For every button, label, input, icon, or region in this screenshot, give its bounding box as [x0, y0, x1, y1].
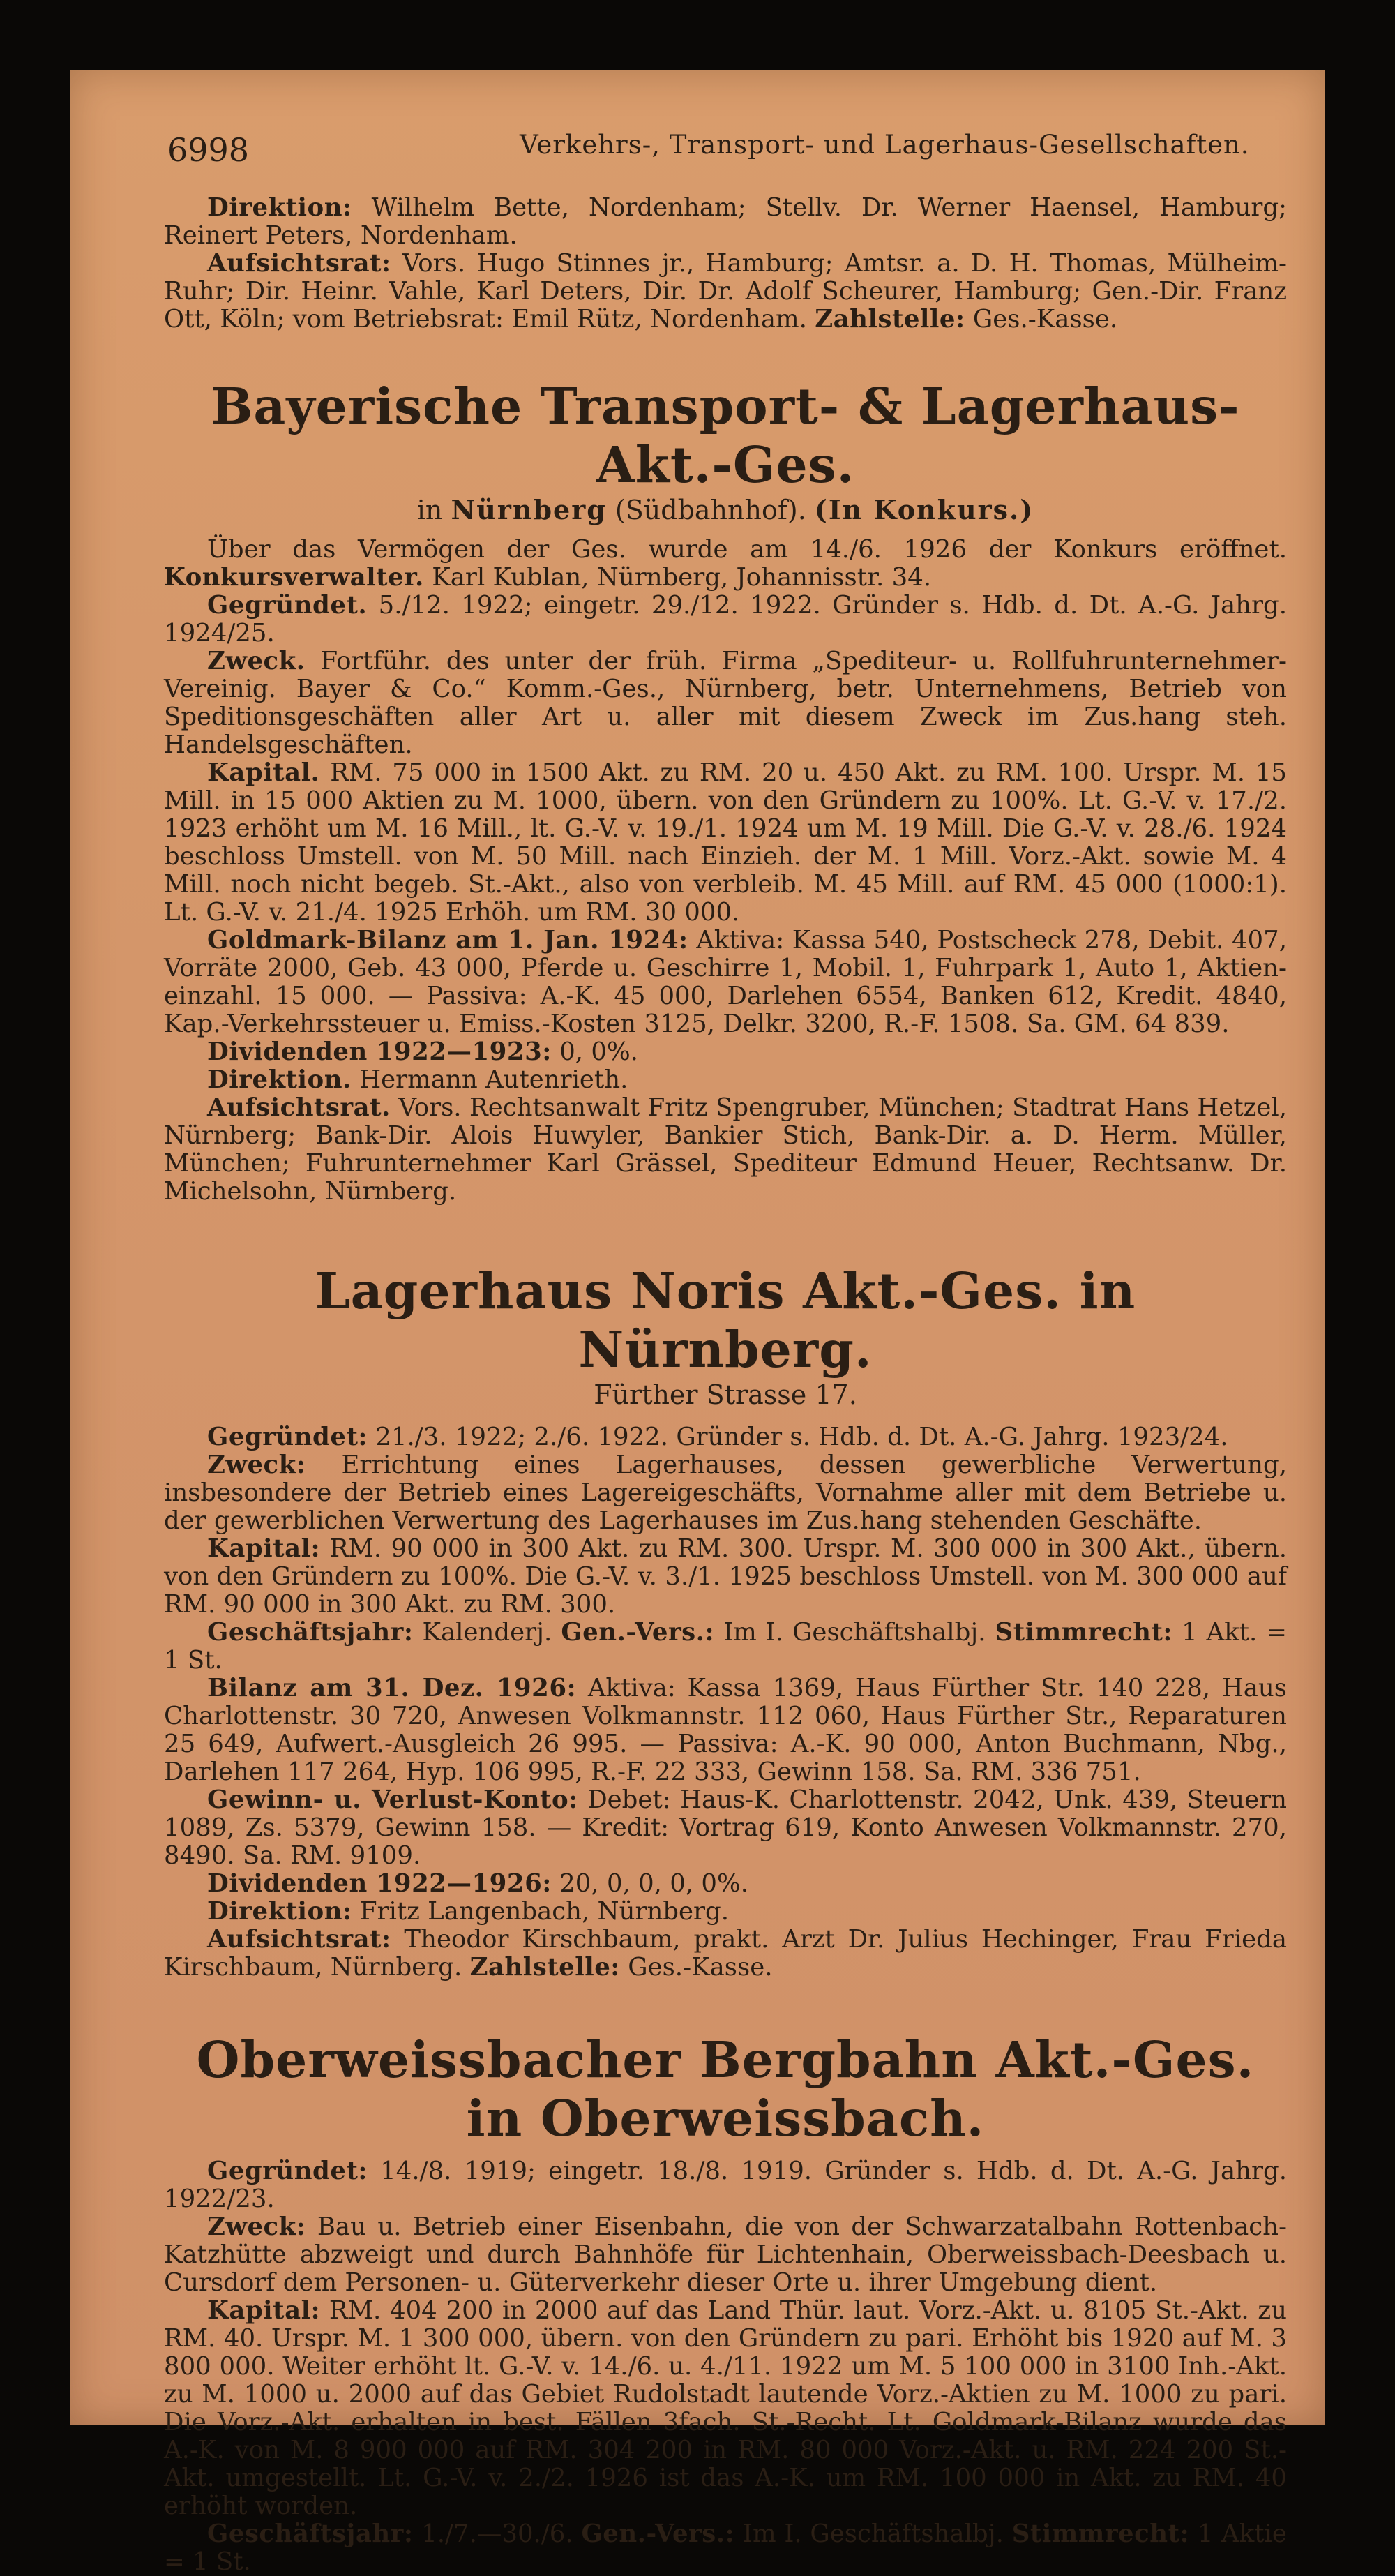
- text-kapital: RM. 404 200 in 2000 auf das Land Thür. laut. Vorz.-Akt. u. 8105 St.-Akt. zu RM. 40. Urspr. M. 1 300 000, übern. von den Gründern zu pari. Erhöht bis 1920 auf M. 3 800 000. Weiter erhöht lt. G.-V. v. 14./6. u. 4./11. 1922 um M. 5 100 000 in 3100 Inh.-Akt. zu M. 1000 u. 2000 auf das Gebiet Rudolstadt lautende Vorz.-Aktien zu M. 1000 zu pari. Die Vorz.-Akt. erhalten in best. Fällen 3fach. St.-Recht. Lt. Goldmark-Bilanz wurde das A.-K. von M. 8 900 000 auf RM. 304 200 in RM. 80 000 Vorz.-Akt. u. RM. 224 200 St.-Akt. umgestellt. Lt. G.-V. v. 2./2. 1926 ist das A.-K. um RM. 100 000 in Akt. zu RM. 40 erhöht worden.: [164, 2296, 1287, 2520]
- text-geschaeftsjahr: Kalenderj.: [422, 1618, 552, 1647]
- paragraph-aufsichtsrat: [164, 250, 1287, 334]
- label-zweck: Zweck:: [207, 1451, 306, 1479]
- paragraph-direktion: [164, 194, 1287, 250]
- paragraph-dividenden: [164, 1038, 1287, 1066]
- paragraph-geschaeftsjahr: [164, 2520, 1287, 2576]
- text-aufsichtsrat: Vors. Hugo Stinnes jr., Hamburg; Amtsr. a. D. H. Thomas, Mülheim-Ruhr; Dir. Heinr. Vahle, Karl Deters, Dir. Dr. Adolf Scheurer, Hamburg; Gen.-Dir. Franz Ott, Köln; vom Betriebsrat: Emil Rütz, Nordenham.: [164, 249, 1287, 334]
- label-direktion: Direktion:: [207, 193, 352, 222]
- subtitle-rest: (Südbahnhof).: [614, 495, 806, 525]
- paragraph-zweck: [164, 647, 1287, 759]
- label-aufsichtsrat: Aufsichtsrat.: [207, 1093, 391, 1122]
- paragraph-dividenden: [164, 1870, 1287, 1898]
- text-genvers: Im I. Geschäftshalbj.: [742, 2519, 1004, 2548]
- paragraph-zweck: [164, 1451, 1287, 1535]
- scanned-page: [70, 70, 1325, 2576]
- label-stimmrecht: Stimmrecht:: [995, 1618, 1172, 1647]
- paragraph-gegruendet: [164, 2157, 1287, 2213]
- text-gegruendet: 14./8. 1919; eingetr. 18./8. 1919. Gründer s. Hdb. d. Dt. A.-G. Jahrg. 1922/23.: [164, 2157, 1287, 2213]
- label-stimmrecht: Stimmrecht:: [1011, 2519, 1190, 2548]
- running-title: Verkehrs-, Transport- und Lagerhaus-Gesellschaften.: [520, 130, 1250, 160]
- text-zweck: Fortführ. des unter der früh. Firma „Spediteur- u. Rollfuhrunternehmer-Vereinig. Bayer & Co.“ Komm.-Ges., Nürnberg, betr. Unternehmens, Betrieb von Speditionsgeschäften aller Art u. aller mit diesem Zweck im Zus.hang steh. Handelsgeschäften.: [164, 647, 1287, 759]
- text-zweck: Bau u. Betrieb einer Eisenbahn, die von der Schwarzatalbahn Rottenbach-Katzhütte abzweigt und durch Bahnhöfe für Lichtenhain, Oberweissbach-Deesbach u. Cursdorf dem Personen- u. Güterverkehr dieser Orte u. ihrer Umgebung dient.: [164, 2212, 1287, 2297]
- label-genvers: Gen.-Vers.:: [581, 2519, 735, 2548]
- text-zahlstelle: Ges.-Kasse.: [972, 305, 1118, 334]
- label-direktion: Direktion:: [207, 1897, 352, 1926]
- page-header: [164, 117, 1287, 194]
- label-bilanz: Bilanz am 31. Dez. 1926:: [207, 1674, 577, 1702]
- text-dividenden: 0, 0%.: [559, 1038, 638, 1066]
- label-aufsichtsrat: Aufsichtsrat:: [207, 249, 391, 278]
- label-gegruendet: Gegründet:: [207, 1423, 368, 1451]
- label-gegruendet: Gegründet:: [207, 2157, 368, 2185]
- paragraph-kapital: [164, 1535, 1287, 1619]
- paragraph-direktion: [164, 1066, 1287, 1094]
- label-aufsichtsrat: Aufsichtsrat:: [207, 1925, 391, 1954]
- company-entry: [164, 2030, 1287, 2576]
- company-entry: [164, 377, 1287, 1206]
- text-gegruendet: 21./3. 1922; 2./6. 1922. Gründer s. Hdb. d. Dt. A.-G. Jahrg. 1923/24.: [375, 1423, 1228, 1451]
- text-direktion: Fritz Langenbach, Nürnberg.: [359, 1897, 730, 1926]
- company-title: Lagerhaus Noris Akt.-Ges. in Nürnberg.: [315, 1261, 1136, 1379]
- text-bilanz: Aktiva: Kassa 540, Postscheck 278, Debit. 407, Vorräte 2000, Geb. 43 000, Pferde u. Geschirre 1, Mobil. 1, Fuhrpark 1, Auto 1, Aktien-einzahl. 15 000. — Passiva: A.-K. 45 000, Darlehen 6554, Banken 612, Kredit. 4840, Kap.-Verkehrssteuer u. Emiss.-Kosten 3125, Delkr. 3200, R.-F. 1508. Sa. GM. 64 839.: [164, 926, 1287, 1038]
- paragraph-kapital: [164, 2297, 1287, 2520]
- paragraph-guv: [164, 1786, 1287, 1870]
- text-geschaeftsjahr: 1./7.—30./6.: [421, 2519, 573, 2548]
- label-dividenden: Dividenden 1922—1923:: [207, 1038, 552, 1066]
- label-geschaeftsjahr: Geschäftsjahr:: [207, 1618, 414, 1647]
- label-zahlstelle: Zahlstelle:: [815, 305, 965, 334]
- text-gegruendet: 5./12. 1922; eingetr. 29./12. 1922. Gründer s. Hdb. d. Dt. A.-G. Jahrg. 1924/25.: [164, 591, 1287, 647]
- label-guv: Gewinn- u. Verlust-Konto:: [207, 1785, 578, 1814]
- subtitle-city: Nürnberg: [451, 494, 607, 525]
- paragraph-geschaeftsjahr: [164, 1619, 1287, 1675]
- label-zweck: Zweck:: [207, 2212, 306, 2241]
- text-dividenden: 20, 0, 0, 0, 0%.: [559, 1869, 749, 1898]
- company-address: Fürther Strasse 17.: [594, 1379, 857, 1410]
- company-entry: [164, 1261, 1287, 1982]
- text-zweck: Errichtung eines Lagerhauses, dessen gewerbliche Verwertung, insbesondere der Betrieb eines Lagereigeschäfts, Vornahme aller mit dem Betriebe u. der gewerblichen Verwertung des Lagerhauses im Zus.hang stehenden Geschäfte.: [164, 1451, 1287, 1535]
- page-content: [164, 117, 1287, 2576]
- label-bilanz: Goldmark-Bilanz am 1. Jan. 1924:: [207, 926, 688, 954]
- text-kapital: RM. 75 000 in 1500 Akt. zu RM. 20 u. 450 Akt. zu RM. 100. Urspr. M. 15 Mill. in 15 000 Aktien zu M. 1000, übern. von den Gründern zu 100%. Lt. G.-V. v. 17./2. 1923 erhöht um M. 16 Mill., lt. G.-V. v. 19./1. 1924 um M. 19 Mill. Die G.-V. v. 28./6. 1924 beschloss Umstell. von M. 50 Mill. nach Einzieh. der M. 1 Mill. Vorz.-Akt. sowie M. 4 Mill. noch nicht begeb. St.-Akt., also von verbleib. M. 45 Mill. auf RM. 45 000 (1000:1). Lt. G.-V. v. 21./4. 1925 Erhöh. um RM. 30 000.: [164, 758, 1287, 927]
- page-number: 6998: [167, 131, 250, 169]
- label-kapital: Kapital.: [207, 758, 320, 787]
- label-konkursverwalter: Konkursverwalter.: [164, 563, 424, 592]
- label-genvers: Gen.-Vers.:: [561, 1618, 715, 1647]
- text-konkursverwalter: Karl Kublan, Nürnberg, Johannisstr. 34.: [432, 563, 932, 592]
- text-kapital: RM. 90 000 in 300 Akt. zu RM. 300. Urspr. M. 300 000 in 300 Akt., übern. von den Gründern zu 100%. Die G.-V. v. 3./1. 1925 beschloss Umstell. von M. 300 000 auf RM. 90 000 in 300 Akt. zu RM. 300.: [164, 1534, 1287, 1619]
- paragraph-gegruendet: [164, 592, 1287, 647]
- paragraph-bilanz: [164, 1675, 1287, 1786]
- text-stimmrecht: 1 Akt. = 1 St.: [164, 1618, 1287, 1675]
- label-kapital: Kapital:: [207, 2296, 321, 2325]
- text-stimmrecht: 1 Aktie = 1 St.: [164, 2519, 1287, 2576]
- label-zahlstelle: Zahlstelle:: [469, 1953, 620, 1982]
- paragraph-zweck: [164, 2213, 1287, 2297]
- text-bilanz: Aktiva: Kassa 1369, Haus Fürther Str. 140 228, Haus Charlottenstr. 30 720, Anwesen Volkmannstr. 112 060, Haus Fürther Str., Reparaturen 25 649, Aufwert.-Ausgleich 26 995. — Passiva: A.-K. 90 000, Anton Buchmann, Nbg., Darlehen 117 264, Hyp. 106 995, R.-F. 22 333, Gewinn 158. Sa. RM. 336 751.: [164, 1674, 1287, 1786]
- subtitle-status: (In Konkurs.): [814, 494, 1034, 525]
- paragraph-kapital: [164, 759, 1287, 927]
- text-intro: Über das Vermögen der Ges. wurde am 14./6. 1926 der Konkurs eröffnet.: [207, 535, 1287, 564]
- paragraph-aufsichtsrat: [164, 1926, 1287, 1982]
- company-title: Oberweissbacher Bergbahn Akt.-Ges. in Oberweissbach.: [196, 2030, 1255, 2148]
- paragraph-gegruendet: [164, 1423, 1287, 1451]
- text-aufsichtsrat: Theodor Kirschbaum, prakt. Arzt Dr. Julius Hechinger, Frau Frieda Kirschbaum, Nürnberg.: [164, 1925, 1287, 1982]
- label-zweck: Zweck.: [207, 647, 306, 675]
- text-direktion: Hermann Autenrieth.: [359, 1065, 628, 1094]
- paragraph-intro: [164, 536, 1287, 592]
- label-dividenden: Dividenden 1922—1926:: [207, 1869, 552, 1898]
- top-section: [164, 194, 1287, 334]
- text-aufsichtsrat: Vors. Rechtsanwalt Fritz Spengruber, München; Stadtrat Hans Hetzel, Nürnberg; Bank-Dir. Alois Huwyler, Bankier Stich, Bank-Dir. a. D. Herm. Müller, München; Fuhrunternehmer Karl Grässel, Spediteur Edmund Heuer, Rechtsanw. Dr. Michelsohn, Nürnberg.: [164, 1093, 1287, 1206]
- paragraph-direktion: [164, 1898, 1287, 1926]
- company-subtitle: [164, 494, 1287, 526]
- text-zahlstelle: Ges.-Kasse.: [628, 1953, 773, 1982]
- company-title: Bayerische Transport- & Lagerhaus-Akt.-Ges.: [211, 377, 1240, 494]
- label-kapital: Kapital:: [207, 1534, 321, 1563]
- text-guv: Debet: Haus-K. Charlottenstr. 2042, Unk. 439, Steuern 1089, Zs. 5379, Gewinn 158. — Kredit: Vortrag 619, Konto Anwesen Volkmannstr. 270, 8490. Sa. RM. 9109.: [164, 1785, 1287, 1870]
- text-genvers: Im I. Geschäftshalbj.: [723, 1618, 986, 1647]
- text-direktion: Wilhelm Bette, Nordenham; Stellv. Dr. Werner Haensel, Hamburg; Reinert Peters, Nordenham.: [164, 193, 1288, 250]
- paragraph-aufsichtsrat: [164, 1094, 1287, 1206]
- label-direktion: Direktion.: [207, 1065, 352, 1094]
- paragraph-bilanz: [164, 927, 1287, 1038]
- subtitle-prefix: in: [416, 495, 443, 525]
- label-gegruendet: Gegründet.: [207, 591, 368, 620]
- label-geschaeftsjahr: Geschäftsjahr:: [207, 2519, 414, 2548]
